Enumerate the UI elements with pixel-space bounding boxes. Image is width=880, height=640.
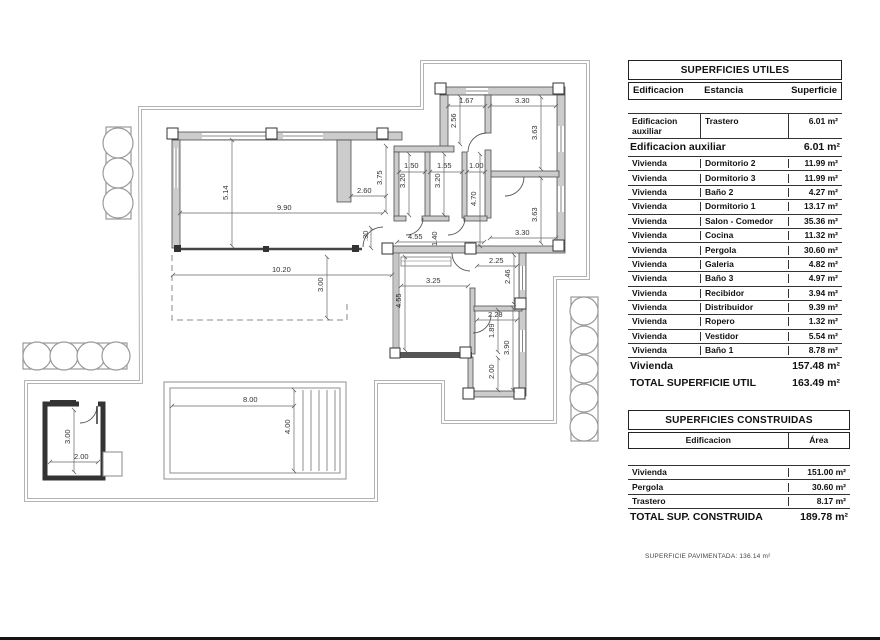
utiles-title: SUPERFICIES UTILES <box>628 60 842 80</box>
cell-superficie: 9.39 m² <box>788 303 842 312</box>
dimension-label: 2.28 <box>488 310 503 319</box>
cell-area: 30.60 m² <box>788 483 850 492</box>
dimension-label: 3.20 <box>433 173 442 188</box>
cell-edificacion: Pergola <box>632 481 664 492</box>
dimension-label: 4.00 <box>283 419 292 434</box>
table-row <box>628 243 842 257</box>
table-row <box>628 301 842 315</box>
cell-estancia: Dormitorio 1 <box>700 202 788 211</box>
cell-superficie: 1.32 m² <box>788 317 842 326</box>
cell-estancia: Galeria <box>700 260 788 269</box>
cell-estancia: Dormitorio 2 <box>700 159 788 168</box>
cell-estancia: Cocina <box>700 231 788 240</box>
cell-estancia: Baño 2 <box>700 188 788 197</box>
cell-superficie: 30.60 m² <box>788 246 842 255</box>
subtotal-label: Edificacion auxiliar <box>630 141 726 153</box>
table-row <box>628 344 842 358</box>
cell-estancia: Salon - Comedor <box>700 217 788 226</box>
cell-estancia: Distribuidor <box>700 303 788 312</box>
utiles-column-headers <box>628 82 842 100</box>
trees-left <box>103 127 133 219</box>
cell-edificacion: Vivienda <box>632 158 667 169</box>
cell-superficie: 4.97 m² <box>788 274 842 283</box>
cell-edificacion: Vivienda <box>632 467 667 478</box>
total-label: TOTAL SUPERFICIE UTIL <box>630 377 757 390</box>
superficies-utiles-table <box>628 60 842 392</box>
table-row <box>628 171 842 185</box>
dimension-label: 1.55 <box>437 161 452 170</box>
table-row <box>628 258 842 272</box>
cell-edificacion: Vivienda <box>632 316 667 327</box>
cell-superficie: 5.54 m² <box>788 332 842 341</box>
cell-estancia: Vestidor <box>700 332 788 341</box>
dimension-label: 4.55 <box>408 232 423 241</box>
dimension-label: 1.00 <box>469 161 484 170</box>
dimension-label: 9.90 <box>277 203 292 212</box>
dimension-label: .30 <box>361 230 370 241</box>
table-row <box>628 215 842 229</box>
dimension-label: 4.70 <box>469 191 478 206</box>
dimension-label: 5.14 <box>221 185 230 200</box>
col-superficie: Superficie <box>791 85 837 96</box>
dimension-label: 10.20 <box>272 265 291 274</box>
cell-edificacion: Vivienda <box>632 201 667 212</box>
cell-superficie: 8.78 m² <box>788 346 842 355</box>
cell-superficie: 11.99 m² <box>788 174 842 183</box>
table-row <box>628 156 842 171</box>
table-row <box>628 287 842 301</box>
cell-edificacion: Vivienda <box>632 302 667 313</box>
cell-edificacion: Vivienda <box>632 215 667 226</box>
dimension-label: 3.90 <box>502 340 511 355</box>
dimension-label: 2.00 <box>487 364 496 379</box>
cell-edificacion: Vivienda <box>632 186 667 197</box>
col-edificacion: Edificacion <box>685 435 731 445</box>
cell-estancia: Pergola <box>700 246 788 255</box>
col-estancia: Estancia <box>704 85 744 96</box>
superficies-construidas-table <box>628 410 850 526</box>
total-value: 189.78 m² <box>800 511 848 524</box>
dimension-label: 3.30 <box>515 228 530 237</box>
dimension-label: 3.63 <box>530 207 539 222</box>
dimension-label: 2.60 <box>357 186 372 195</box>
dimension-label: 1.89 <box>487 323 496 338</box>
cell-superficie: 11.99 m² <box>788 159 842 168</box>
subtotal-vivienda <box>628 358 842 375</box>
subtotal-label: Vivienda <box>630 360 673 373</box>
construidas-column-headers <box>628 432 850 449</box>
cell-estancia: Baño 1 <box>700 346 788 355</box>
total-sup-construida <box>628 509 850 526</box>
cell-edificacion: Vivienda <box>632 287 667 298</box>
dimension-label: 1.40 <box>430 231 439 246</box>
table-row <box>628 465 850 480</box>
dimension-label: 3.00 <box>316 277 325 292</box>
dimension-label: 4.55 <box>394 293 403 308</box>
dimension-label: 3.30 <box>515 96 530 105</box>
trees-bottom <box>23 342 130 370</box>
dimension-label: 2.00 <box>74 452 89 461</box>
dimension-label: 2.46 <box>503 269 512 284</box>
cell-estancia: Trastero <box>700 114 788 138</box>
table-row <box>628 272 842 286</box>
cell-superficie: 35.36 m² <box>788 217 842 226</box>
table-row <box>628 200 842 214</box>
construidas-title: SUPERFICIES CONSTRUIDAS <box>628 410 850 430</box>
subtotal-value: 6.01 m² <box>803 141 840 153</box>
dimension-label: 3.25 <box>426 276 441 285</box>
dimension-label: 8.00 <box>243 395 258 404</box>
table-row <box>628 113 842 139</box>
dimension-label: 2.25 <box>489 256 504 265</box>
cell-estancia: Recibidor <box>700 289 788 298</box>
cell-superficie: 3.94 m² <box>788 289 842 298</box>
cell-area: 8.17 m² <box>788 497 850 506</box>
table-row <box>628 229 842 243</box>
table-row <box>628 480 850 494</box>
table-row <box>628 186 842 200</box>
table-row <box>628 495 850 509</box>
table-row <box>628 330 842 344</box>
dimension-label: 3.20 <box>398 173 407 188</box>
dimension-label: 3.00 <box>63 429 72 444</box>
col-area: Área <box>788 433 849 448</box>
total-superficie-util <box>628 375 842 392</box>
total-value: 163.49 m² <box>792 377 840 390</box>
auxiliary-building <box>45 400 122 478</box>
paved-surface-note: SUPERFICIE PAVIMENTADA: 136.14 m² <box>645 553 771 560</box>
dimension-label: 3.75 <box>375 170 384 185</box>
cell-estancia: Ropero <box>700 317 788 326</box>
dimension-label: 2.56 <box>449 113 458 128</box>
cell-edificacion: Vivienda <box>632 230 667 241</box>
cell-edificacion: Trastero <box>632 495 666 506</box>
cell-edificacion: Vivienda <box>632 172 667 183</box>
cell-edificacion: Vivienda <box>632 330 667 341</box>
total-label: TOTAL SUP. CONSTRUIDA <box>630 511 763 524</box>
trees-right <box>570 297 598 441</box>
cell-edificacion: Edificacion auxiliar <box>632 116 678 136</box>
cell-superficie: 4.27 m² <box>788 188 842 197</box>
cell-estancia: Baño 3 <box>700 274 788 283</box>
dimension-label: 1.50 <box>404 161 419 170</box>
cell-edificacion: Vivienda <box>632 244 667 255</box>
cell-superficie: 13.17 m² <box>788 202 842 211</box>
table-row <box>628 315 842 329</box>
cell-superficie: 4.82 m² <box>788 260 842 269</box>
cell-edificacion: Vivienda <box>632 345 667 356</box>
cell-area: 151.00 m² <box>788 468 850 477</box>
subtotal-edificacion-auxiliar <box>628 139 842 156</box>
dimension-label: 1.67 <box>459 96 474 105</box>
col-edificacion: Edificacion <box>633 85 684 96</box>
dimension-label: 3.63 <box>530 125 539 140</box>
cell-superficie: 6.01 m² <box>788 114 842 138</box>
cell-estancia: Dormitorio 3 <box>700 174 788 183</box>
cell-superficie: 11.32 m² <box>788 231 842 240</box>
cell-edificacion: Vivienda <box>632 273 667 284</box>
cell-edificacion: Vivienda <box>632 258 667 269</box>
windows <box>174 88 564 352</box>
subtotal-value: 157.48 m² <box>792 360 840 373</box>
